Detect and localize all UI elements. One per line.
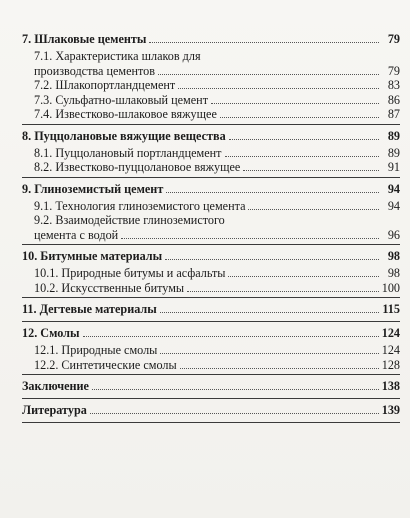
chapter-entry[interactable] [22, 129, 400, 143]
toc-section [22, 379, 400, 399]
chapter-page-number: 94 [387, 181, 400, 196]
toc-section [22, 129, 400, 178]
subsection-page-number: 96 [387, 227, 400, 242]
subsection-title: 7.4. Известково-шлаковое вяжущее [34, 107, 217, 121]
chapter-entry[interactable] [22, 326, 400, 340]
dot-leader [178, 88, 379, 89]
dot-leader [229, 139, 379, 140]
chapter-page-number: 138 [381, 379, 400, 393]
dot-leader [225, 156, 379, 157]
subsection-entry[interactable] [22, 358, 400, 372]
dot-leader [187, 291, 379, 292]
subsection-entry[interactable] [22, 64, 400, 78]
chapter-title: 8. Пуццолановые вяжущие вещества [22, 128, 226, 143]
subsection-entry[interactable] [22, 266, 400, 280]
chapter-page-number: 124 [381, 326, 400, 340]
chapter-page-number: 115 [382, 302, 400, 316]
chapter-entry[interactable] [22, 182, 400, 196]
chapter-entry[interactable] [22, 379, 400, 393]
subsection-title: 9.2. Взаимодействие глиноземистого [34, 213, 225, 227]
subsection-entry[interactable] [22, 160, 400, 174]
subsection-entry[interactable] [22, 146, 400, 160]
dot-leader [220, 117, 379, 118]
chapter-entry[interactable] [22, 32, 400, 46]
subsection-title: 7.2. Шлакопортландцемент [34, 78, 176, 92]
chapter-entry[interactable] [22, 302, 400, 316]
subsection-page-number: 87 [387, 107, 400, 121]
dot-leader [165, 259, 379, 260]
subsection-page-number: 128 [381, 357, 400, 372]
chapter-title: Литература [22, 403, 87, 417]
dot-leader [92, 389, 379, 390]
subsection-entry-line[interactable] [22, 49, 400, 63]
subsection-page-number: 98 [387, 266, 400, 280]
subsection-entry[interactable] [22, 93, 400, 107]
chapter-title: 9. Глиноземистый цемент [22, 181, 164, 196]
subsection-page-number: 79 [387, 63, 400, 78]
subsection-entry[interactable] [22, 107, 400, 121]
chapter-title: 10. Битумные материалы [22, 249, 163, 263]
chapter-title: 12. Смолы [22, 326, 80, 340]
subsection-entry[interactable] [22, 228, 400, 242]
subsection-title: 10.1. Природные битумы и асфальты [34, 266, 226, 280]
subsection-page-number: 91 [387, 160, 400, 174]
subsection-page-number: 94 [387, 198, 400, 213]
subsection-page-number: 86 [387, 92, 400, 107]
chapter-title: 7. Шлаковые цементы [22, 32, 147, 46]
dot-leader [248, 209, 379, 210]
subsection-entry[interactable] [22, 78, 400, 92]
dot-leader [166, 192, 379, 193]
dot-leader [149, 42, 379, 43]
dot-leader [228, 276, 379, 277]
subsection-page-number: 124 [381, 343, 400, 357]
subsection-title: производства цементов [34, 63, 156, 78]
subsection-title: цемента с водой [34, 227, 119, 242]
subsection-entry-line[interactable] [22, 213, 400, 227]
toc-section [22, 302, 400, 322]
chapter-entry[interactable] [22, 249, 400, 263]
chapter-page-number: 98 [387, 249, 400, 263]
dot-leader [158, 74, 379, 75]
subsection-entry[interactable] [22, 281, 400, 295]
dot-leader [211, 103, 379, 104]
dot-leader [83, 336, 379, 337]
subsection-title: 12.2. Синтетические смолы [34, 357, 177, 372]
subsection-title: 8.1. Пуццолановый портландцемент [34, 145, 222, 160]
subsection-title: 12.1. Природные смолы [34, 343, 158, 357]
subsection-title: 7.1. Характеристика шлаков для [34, 49, 201, 63]
chapter-page-number: 89 [387, 128, 400, 143]
chapter-title: Заключение [22, 379, 89, 393]
subsection-title: 9.1. Технология глиноземистого цемента [34, 198, 246, 213]
toc-section [22, 403, 400, 423]
dot-leader [160, 353, 378, 354]
table-of-contents [22, 28, 400, 426]
subsection-entry[interactable] [22, 343, 400, 357]
subsection-entry[interactable] [22, 199, 400, 213]
subsection-page-number: 100 [381, 280, 400, 295]
dot-leader [90, 413, 379, 414]
subsection-title: 10.2. Искусственные битумы [34, 280, 185, 295]
chapter-page-number: 139 [381, 403, 400, 417]
subsection-title: 7.3. Сульфатно-шлаковый цемент [34, 92, 209, 107]
chapter-entry[interactable] [22, 403, 400, 417]
dot-leader [180, 368, 379, 369]
subsection-title: 8.2. Известково-пуццолановое вяжущее [34, 160, 241, 174]
chapter-title: 11. Дегтевые материалы [22, 302, 157, 316]
toc-section [22, 32, 400, 125]
toc-section [22, 249, 400, 298]
toc-section [22, 182, 400, 246]
dot-leader [243, 170, 379, 171]
dot-leader [121, 238, 379, 239]
dot-leader [160, 312, 379, 313]
subsection-page-number: 89 [387, 145, 400, 160]
chapter-page-number: 79 [387, 32, 400, 46]
subsection-page-number: 83 [387, 78, 400, 92]
toc-section [22, 326, 400, 375]
